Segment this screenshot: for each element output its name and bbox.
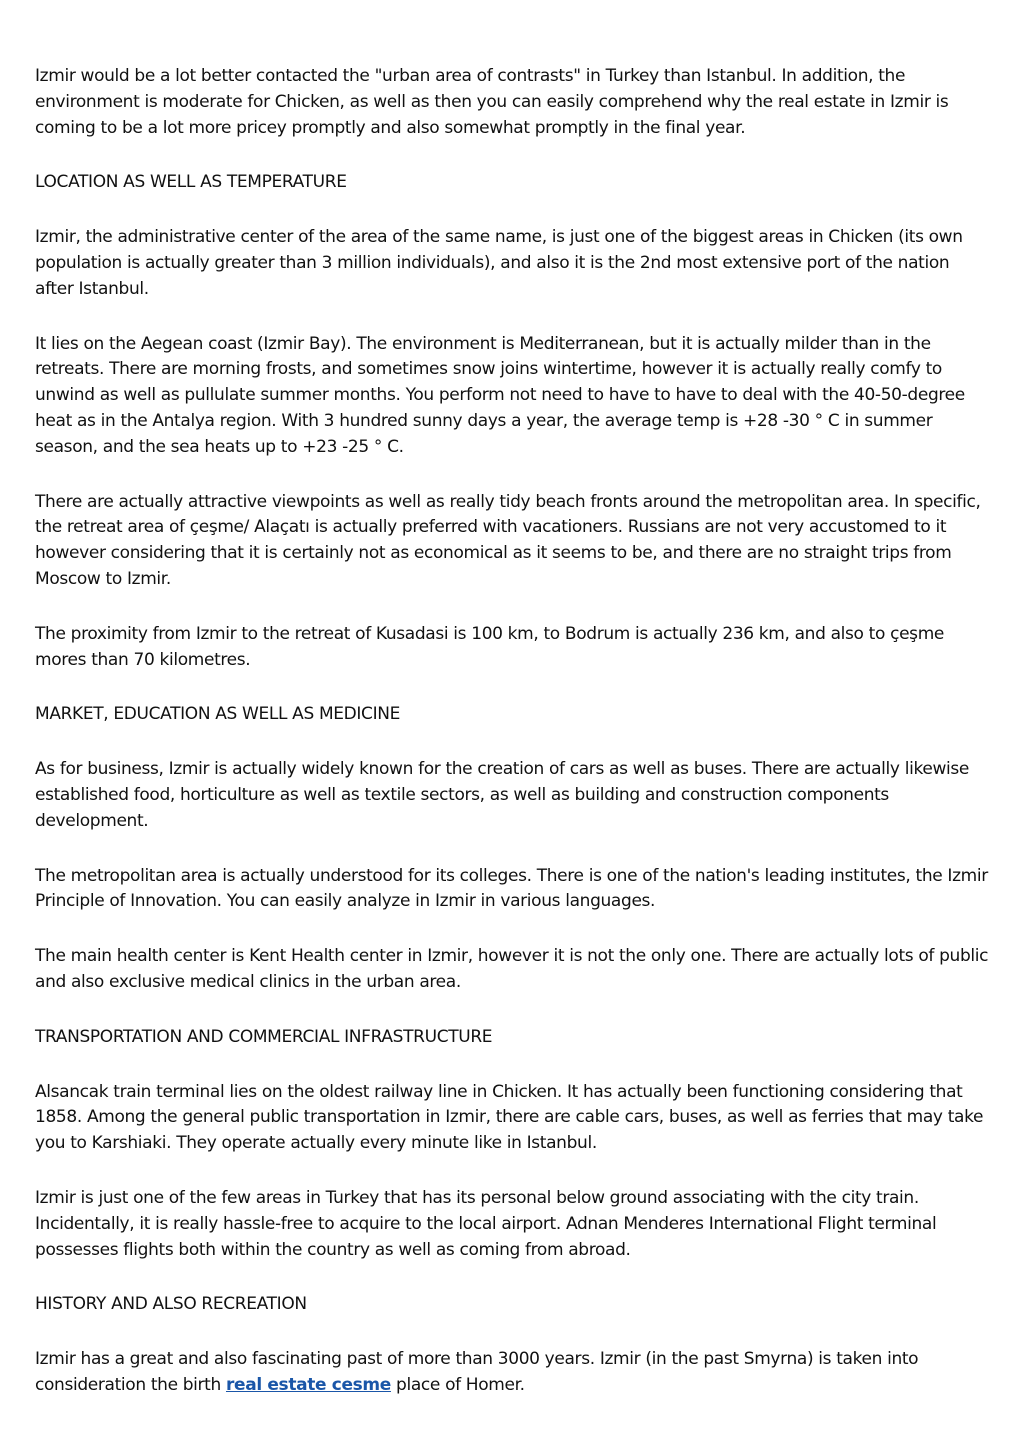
paragraph-distances: The proximity from Izmir to the retreat of Kusadasi is 100 km, to Bodrum is actually 236 km, and also to çeşme mores than 70 kilometres.: [35, 623, 945, 670]
paragraph-intro: Izmir would be a lot better contacted the "urban area of contrasts" in Turkey than Istanbul. In addition, the environment is moderate for Chicken, as well as then you can easily comprehend why the real estate in Izmir is coming to be a lot more pricey promptly and also somewhat promptly in the final year.: [35, 66, 949, 138]
paragraph-viewpoints: There are actually attractive viewpoints as well as really tidy beach fronts around the metropolitan area. In specific, the retreat area of çeşme/ Alaçatı is actually preferred with vacationers. Russians are not very accustomed to it however considering that it is certainly not as economical as it seems to be, and there are no straight trips from Moscow to Izmir.: [35, 491, 981, 589]
paragraph-health: The main health center is Kent Health center in Izmir, however it is not the only one. There are actually lots of public and also exclusive medical clinics in the urban area.: [35, 946, 989, 992]
heading-history: HISTORY AND ALSO RECREATION: [35, 1294, 307, 1315]
paragraph-history: [35, 1347, 991, 1399]
heading-location: LOCATION AS WELL AS TEMPERATURE: [35, 172, 347, 193]
heading-market: MARKET, EDUCATION AS WELL AS MEDICINE: [35, 704, 400, 725]
paragraph-airport: Izmir is just one of the few areas in Turkey that has its personal below ground associating with the city train. Incidentally, it is really hassle-free to acquire to the local airport. Adnan Menderes International Flight terminal possesses flights both within the country as well as coming from abroad.: [35, 1187, 937, 1260]
paragraph-colleges: The metropolitan area is actually understood for its colleges. There is one of the nation's leading institutes, the Izmir Principle of Innovation. You can easily analyze in Izmir in various languages.: [35, 865, 988, 912]
real-estate-cesme-link[interactable]: real estate cesme: [225, 1374, 391, 1395]
paragraph-business: As for business, Izmir is actually widely known for the creation of cars as well as buses. There are actually likewise established food, horticulture as well as textile sectors, as well as building and construction components development.: [35, 759, 969, 831]
paragraph-administrative-center: Izmir, the administrative center of the area of the same name, is just one of the biggest areas in Chicken (its own population is actually greater than 3 million individuals), and also it is the 2nd most extensive port of the nation after Istanbul.: [35, 227, 963, 299]
paragraph-climate: It lies on the Aegean coast (Izmir Bay). The environment is Mediterranean, but it is actually milder than in the retreats. There are morning frosts, and sometimes snow joins wintertime, however it is actually really comfy to unwind as well as pullulate summer months. You perform not need to have to have to deal with the 40-50-degree heat as in the Antalya region. With 3 hundred sunny days a year, the average temp is +28 -30 ° C in summer season, and the sea heats up to +23 -25 ° C.: [35, 333, 965, 457]
history-text-before: Izmir has a great and also fascinating past of more than 3000 years. Izmir (in the past Smyrna) is taken into consideration the birth: [35, 1349, 919, 1395]
paragraph-train: Alsancak train terminal lies on the oldest railway line in Chicken. It has actually been functioning considering that 1858. Among the general public transportation in Izmir, there are cable cars, buses, as well as ferries that may take you to Karshiaki. They operate actually every minute like in Istanbul.: [35, 1081, 984, 1154]
document-body: [35, 64, 991, 1428]
history-text-after: place of Homer.: [390, 1374, 525, 1395]
heading-transportation: TRANSPORTATION AND COMMERCIAL INFRASTRUCTURE: [35, 1026, 493, 1047]
